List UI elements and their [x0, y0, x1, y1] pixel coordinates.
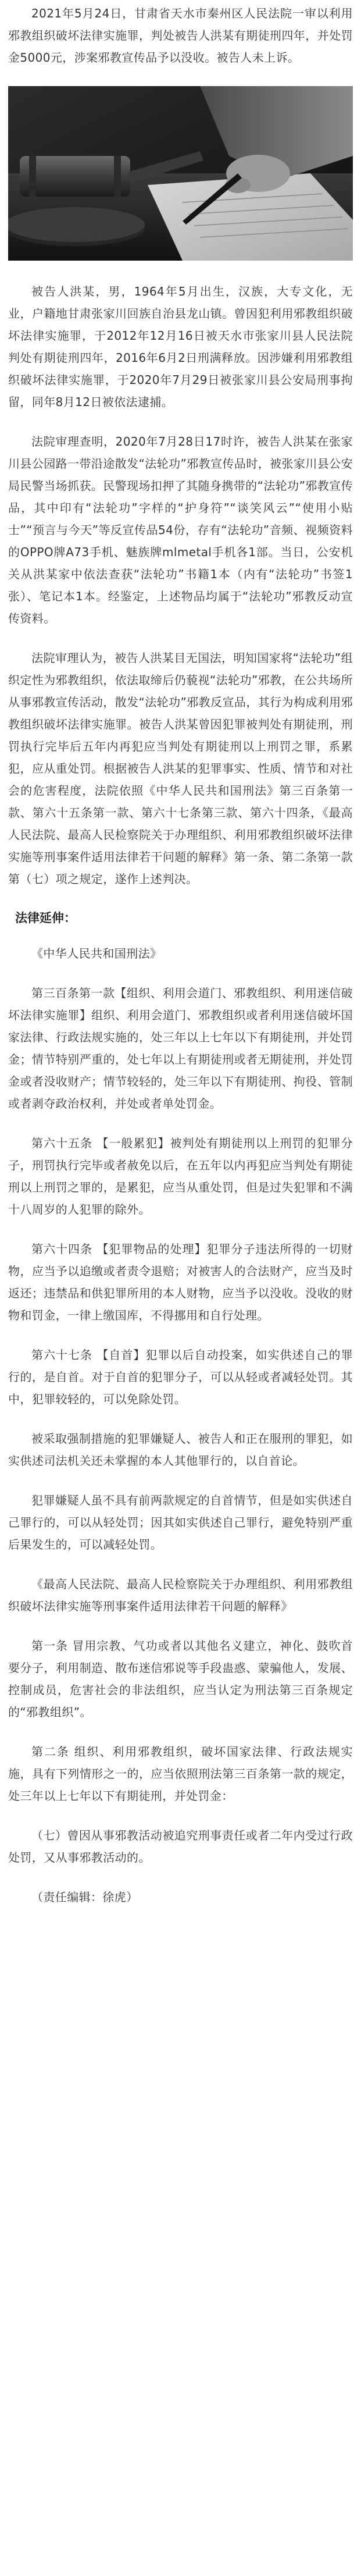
- responsible-editor: （责任编辑：徐虎）: [31, 1890, 138, 1904]
- interpretation-article-2: 第二条 组织、利用邪教组织，破坏国家法律、行政法规实施，具有下列情形之一的，应当依照刑法第三百条第一款的规定，处三年以上七年以下有期徒刑，并处罚金：: [8, 1745, 353, 1803]
- gavel-writing-photo: [8, 86, 353, 261]
- article-67-clause-2: 被采取强制措施的犯罪嫌疑人、被告人和正在服刑的罪犯，如实供述司法机关还未掌握的本人其他罪行的，以自首论。: [8, 1432, 353, 1468]
- interpretation-title: 《最高人民法院、最高人民检察院关于办理组织、利用邪教组织破坏法律实施等刑事案件适用法律若干问题的解释》: [8, 1577, 353, 1613]
- interpretation-article-1: 第一条 冒用宗教、气功或者以其他名义建立，神化、鼓吹首要分子，利用制造、散布迷信邪说等手段蛊惑、蒙骗他人，发展、控制成员，危害社会的非法组织，应当认定为刑法第三百条规定的“邪教组织”。: [8, 1639, 353, 1719]
- article-300-paragraph: 第三百条第一款【组织、利用会道门、邪教组织、利用迷信破坏法律实施罪】组织、利用会道门、邪教组织或者利用迷信破坏国家法律、行政法规实施的，处三年以上七年以下有期徒刑，并处罚金；情节特别严重的，处七年以上有期徒刑或者无期徒刑，并处罚金或者没收财产；情节较轻的，处三年以下有期徒刑、拘役、管制或者剥夺政治权利，并处或者单处罚金。: [8, 986, 353, 1111]
- hero-photo: [8, 86, 353, 261]
- criminal-law-title: 《中华人民共和国刑法》: [31, 947, 162, 960]
- facts-paragraph: 法院审理查明，2020年7月28日17时许，被告人洪某在张家川县公园路一带沿途散发“法轮功”邪教宣传品时，被张家川县公安局民警当场抓获。民警现场扣押了其随身携带的“法轮功”邪教宣传品，其中印有“法轮功”字样的“护身符”“谈笑风云”“使用小贴士”“预言与今天”等反宣传品54份，存有“法轮功”音频、视频资料的OPPO牌A73手机、魅族牌mlmetal手机各1部。当日，公安机关从洪某家中依法查获“法轮功”书籍1本（内有“法轮功”书签1张）、笔记本1本。经鉴定，上述物品均属于“法轮功”邪教反动宣传资料。: [8, 435, 353, 625]
- interpretation-article-2-item-7: （七）曾因从事邪教活动被追究刑事责任或者二年内受过行政处罚，又从事邪教活动的。: [8, 1828, 353, 1865]
- article-67-paragraph: 第六十七条 【自首】犯罪以后自动投案，如实供述自己的罪行的，是自首。对于自首的犯罪分子，可以从轻或者减轻处罚。其中，犯罪较轻的，可以免除处罚。: [8, 1348, 353, 1406]
- article-64-paragraph: 第六十四条 【犯罪物品的处理】犯罪分子违法所得的一切财物，应当予以追缴或者责令退赔；对被害人的合法财产，应当及时返还；违禁品和供犯罪所用的本人财物，应当予以没收。没收的财物和罚金，一律上缴国库，不得挪用和自行处理。: [8, 1242, 353, 1322]
- article-65-paragraph: 第六十五条 【一般累犯】被判处有期徒刑以上刑罚的犯罪分子，刑罚执行完毕或者赦免以后，在五年以内再犯应当判处有期徒刑以上刑罚之罪的，是累犯，应当从重处罚，但是过失犯罪和不满十八周岁的人犯罪的除外。: [8, 1136, 353, 1216]
- judgment-paragraph: 法院审理认为，被告人洪某目无国法，明知国家将“法轮功”组织定性为邪教组织，依法取缔后仍藐视“法轮功”邪教，在公共场所从事邪教宣传活动，散发“法轮功”邪教反宣品，其行为构成利用邪教组织破坏法律实施罪。被告人洪某曾因犯罪被判处有期徒刑，刑罚执行完毕后五年内再犯应当判处有期徒刑以上刑罚之罪，系累犯，应从重处罚。根据被告人洪某的犯罪事实、性质、情节和对社会的危害程度，法院依照《中华人民共和国刑法》第三百条第一款、第六十五条第一款、第六十七条第三款、第六十四条，《最高人民法院、最高人民检察院关于办理组织、利用邪教组织破坏法律实施等刑事案件适用法律若干问题的解释》第一条、第二条第一款第（七）项之规定，遂作上述判决。: [8, 651, 353, 886]
- defendant-paragraph: 被告人洪某，男，1964年5月出生，汉族，大专文化，无业，户籍地甘肃张家川回族自治县龙山镇。曾因犯利用邪教组织破坏法律实施罪，于2012年12月16日被天水市张家川县人民法院判处有期徒刑四年，2016年6月2日刑满释放。因涉嫌利用邪教组织破坏法律实施罪，于2020年7月29日被张家川县公安局刑事拘留，同年8月12日被依法逮捕。: [8, 284, 353, 409]
- article-67-clause-3: 犯罪嫌疑人虽不具有前两款规定的自首情节，但是如实供述自己罪行的，可以从轻处罚；因其如实供述自己罪行，避免特别严重后果发生的，可以减轻处罚。: [8, 1493, 353, 1552]
- law-extension-heading: 法律延伸：: [15, 911, 76, 925]
- intro-paragraph: 2021年5月24日，甘肃省天水市秦州区人民法院一审以利用邪教组织破坏法律实施罪，判处被告人洪某有期徒刑四年，并处罚金5000元，涉案邪教宣传品予以没收。被告人未上诉。: [8, 6, 353, 65]
